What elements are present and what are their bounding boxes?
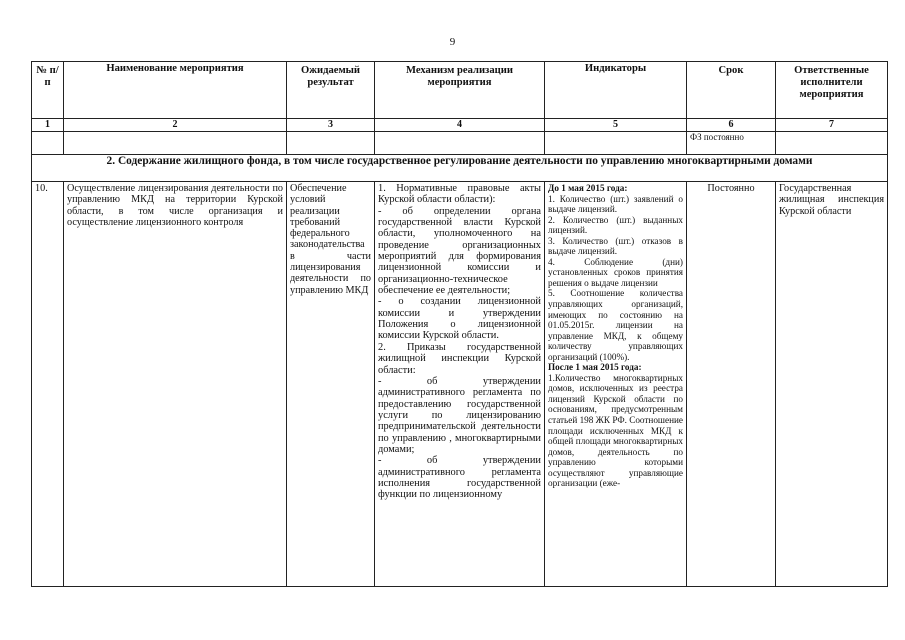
term-cell: Постоянно	[687, 182, 776, 587]
column-number: 2	[64, 119, 287, 132]
continuation-row	[32, 132, 888, 155]
column-number: 6	[687, 119, 776, 132]
continuation-term: ФЗ постоянно	[687, 132, 776, 155]
header-responsible: Ответственные исполнители мероприятия	[776, 62, 888, 119]
mechanism-item: 2. Приказы государственной жилищной инспекции Курской области:	[378, 341, 541, 376]
header-name: Наименование мероприятия	[64, 62, 287, 119]
column-number: 4	[375, 119, 545, 132]
column-number: 7	[776, 119, 888, 132]
measure-name: Осуществление лицензирования деятельности по управлению МКД на территории Курской области, в том числе организация и осуществление лицензионного контроля	[64, 182, 287, 587]
mechanism-item: - об определении органа государственной власти Курской области, уполномоченного на проведение организационных мероприятий для формирования лицензионной комиссии и организационно-техническое обеспечение ее деятельности;	[378, 205, 541, 297]
section-title: 2. Содержание жилищного фонда, в том числе государственное регулирование деятельности по управлению многоквартирными домами	[32, 155, 888, 182]
indicator-item: 2. Количество (шт.) выданных лицензий.	[548, 214, 683, 236]
responsible-cell: Государственная жилищная инспекция Курской области	[776, 182, 888, 587]
expected-result: Обеспечение условий реализации требований федерального законодательства в части лицензирования деятельности по управлению МКД	[287, 182, 375, 587]
indicators-before-heading: До 1 мая 2015 года:	[548, 183, 628, 193]
indicators-cell	[545, 182, 687, 587]
header-mechanism: Механизм реализации мероприятия	[375, 62, 545, 119]
column-number: 1	[32, 119, 64, 132]
column-number: 3	[287, 119, 375, 132]
header-term: Срок	[687, 62, 776, 119]
mechanism-cell	[375, 182, 545, 587]
column-number: 5	[545, 119, 687, 132]
header-number: № п/п	[32, 62, 64, 119]
header-result: Ожидаемый результат	[287, 62, 375, 119]
column-numbers-row	[32, 119, 888, 132]
page-number: 9	[449, 36, 456, 48]
row-number: 10.	[32, 182, 64, 587]
indicator-item: 4. Соблюдение (дни) установленных сроков принятия решения о выдаче лицензии	[548, 256, 683, 288]
mechanism-item: - об утверждении административного регламента по предоставлению государственной услуги по лицензированию предпринимательской деятельности по управлению , многоквартирными домами;	[378, 375, 541, 455]
mechanism-item: - об утверждении административного регламента исполнения государственной функции по лицензионному	[378, 455, 541, 501]
indicator-item: 1. Количество (шт.) заявлений о выдаче лицензий.	[548, 193, 683, 215]
mechanism-item: 1. Нормативные правовые акты Курской области области):	[378, 183, 541, 206]
indicator-item: 3. Количество (шт.) отказов в выдаче лицензий.	[548, 235, 683, 257]
indicator-item: 5. Соотношение количества управляющих организаций, имеющих по состоянию на 01.05.2015г. лицензии на управление МКД, к общему количеству управляющих организаций (100%).	[548, 288, 683, 362]
section-row	[32, 155, 888, 182]
table-row	[32, 182, 888, 587]
header-row	[32, 62, 888, 119]
header-indicators: Индикаторы	[545, 62, 687, 119]
indicator-item: 1.Количество многоквартирных домов, исключенных из реестра лицензий Курской области по основаниям, предусмотренным статьей 198 ЖК РФ. Соотношение площади исключенных МКД к общей площади многоквартирных домов, деятельность по управлению которыми осуществляют управляющие организации (еже-	[548, 372, 683, 489]
mechanism-item: - о создании лицензионной комиссии и утверждении Положения о лицензионной комиссии Курской области.	[378, 296, 541, 342]
indicators-after-heading: После 1 мая 2015 года:	[548, 362, 642, 373]
measures-table	[31, 61, 888, 587]
